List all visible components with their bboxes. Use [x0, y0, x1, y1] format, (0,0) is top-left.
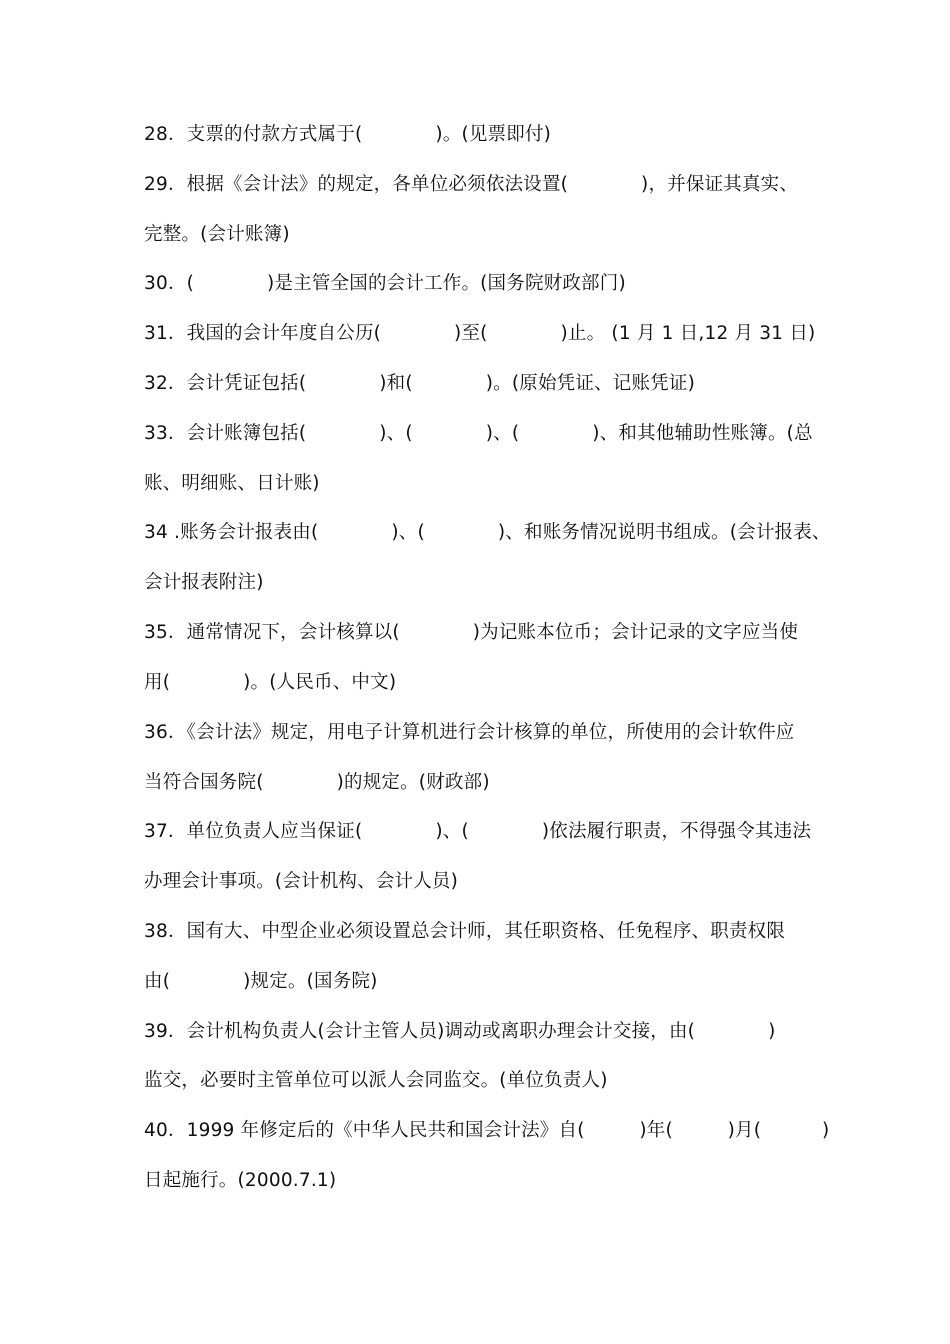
question-37-line-1: 37．单位负责人应当保证( )、( )依法履行职责，不得强令其违法: [144, 821, 812, 842]
question-39-line-2: 监交，必要时主管单位可以派人会同监交。(单位负责人): [144, 1070, 608, 1091]
question-40-line-2: 日起施行。(2000.7.1): [144, 1170, 337, 1191]
question-30-line-1: 30．( )是主管全国的会计工作。(国务院财政部门): [144, 273, 626, 294]
question-38-line-2: 由( )规定。(国务院): [144, 971, 378, 992]
question-37-line-2: 办理会计事项。(会计机构、会计人员): [144, 871, 459, 892]
question-29-line-2: 完整。(会计账簿): [144, 224, 290, 245]
question-39-line-1: 39．会计机构负责人(会计主管人员)调动或离职办理会计交接，由( ): [144, 1021, 776, 1042]
question-40-line-1: 40．1999 年修定后的《中华人民共和国会计法》自( )年( )月( ): [144, 1120, 830, 1141]
question-32-line-1: 32．会计凭证包括( )和( )。(原始凭证、记账凭证): [144, 373, 695, 394]
question-33-line-1: 33．会计账簿包括( )、( )、( )、和其他辅助性账簿。(总: [144, 423, 813, 444]
question-29-line-1: 29．根据《会计法》的规定，各单位必须依法设置( )，并保证其真实、: [144, 174, 799, 195]
question-38-line-1: 38．国有大、中型企业必须设置总会计师，其任职资格、任免程序、职责权限: [144, 921, 786, 942]
question-35-line-1: 35．通常情况下，会计核算以( )为记账本位币；会计记录的文字应当使: [144, 622, 799, 643]
question-34-line-2: 会计报表附注): [144, 572, 264, 593]
question-31-line-1: 31．我国的会计年度自公历( )至( )止。 (1 月 1 日,12 月 31 日): [144, 323, 816, 344]
question-35-line-2: 用( )。(人民币、中文): [144, 672, 397, 693]
question-36-line-1: 36．《会计法》规定，用电子计算机进行会计核算的单位，所使用的会计软件应: [144, 722, 795, 743]
question-36-line-2: 当符合国务院( )的规定。(财政部): [144, 772, 490, 793]
question-33-line-2: 账、明细账、日计账): [144, 473, 320, 494]
question-28-line-1: 28．支票的付款方式属于( )。(见票即付): [144, 124, 552, 145]
question-34-line-1: 34 .账务会计报表由( )、( )、和账务情况说明书组成。(会计报表、: [144, 522, 831, 543]
